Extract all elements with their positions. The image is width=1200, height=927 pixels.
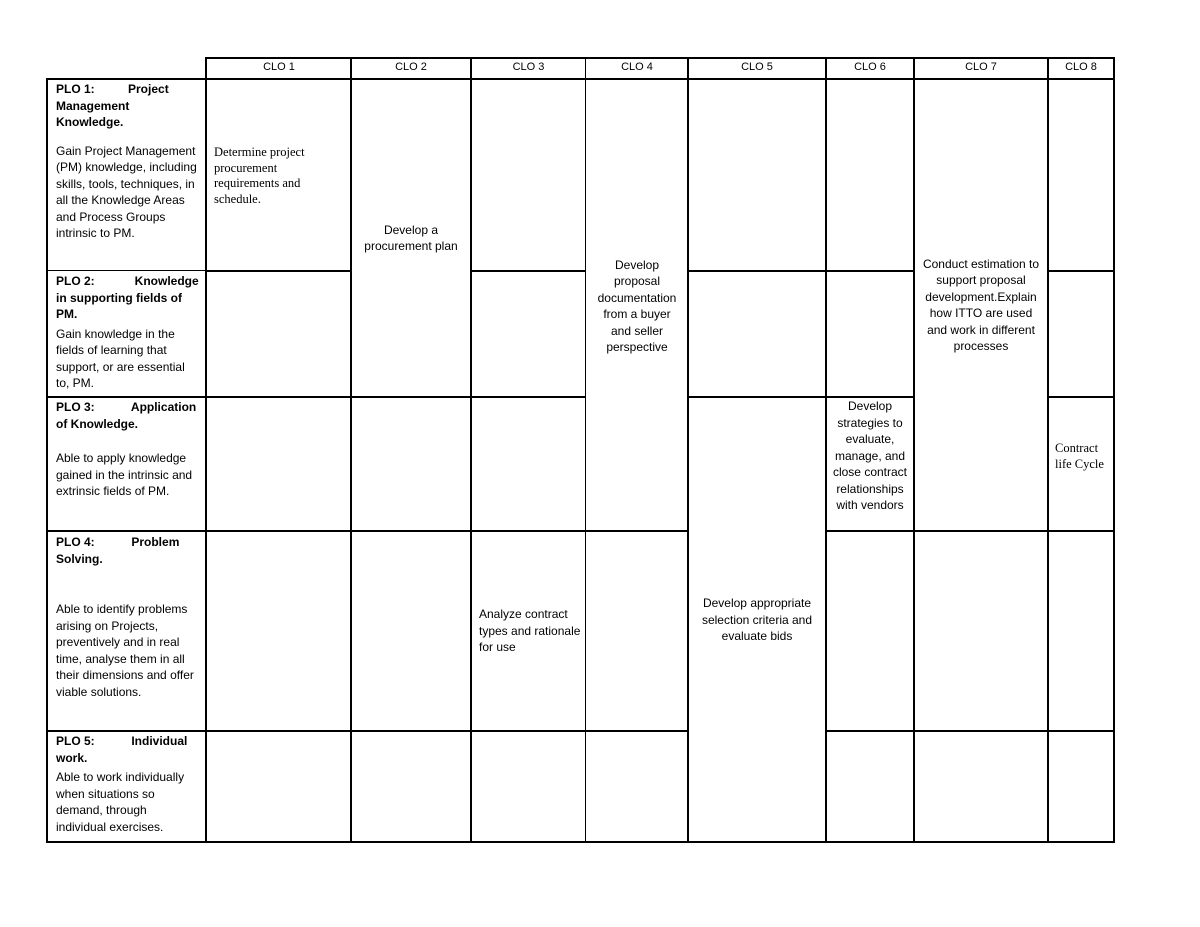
clo-2-outcome: Develop a procurement plan bbox=[364, 222, 458, 253]
grid-line-col-clo3 bbox=[470, 57, 472, 843]
plo-2-description: Gain knowledge in the fields of learning that support, or are essential to, PM. bbox=[56, 326, 185, 390]
grid-line-row1-plo bbox=[46, 270, 206, 271]
plo-5-title: PLO 5: Individual work. bbox=[56, 734, 188, 765]
clo-5-outcome: Develop appropriate selection criteria and evaluate bids bbox=[701, 596, 813, 644]
grid-line-row1-clo8 bbox=[1048, 270, 1115, 272]
header-clo-2: CLO 2 bbox=[395, 61, 427, 73]
header-clo-4: CLO 4 bbox=[621, 61, 653, 73]
plo-4-title: PLO 4: Problem Solving. bbox=[56, 535, 180, 566]
grid-line-row4-right bbox=[826, 730, 1115, 732]
plo-5-cell bbox=[48, 732, 206, 842]
plo-1-description: Gain Project Management (PM) knowledge, including skills, tools, techniques, in all the Knowledge Areas and Process Groups intrinsic to PM. bbox=[56, 143, 197, 240]
clo-8-outcome: Contract life Cycle bbox=[1055, 441, 1104, 471]
plo-5-description: Able to work individually when situations so demand, through individual exercises. bbox=[56, 770, 185, 834]
plo-3-cell bbox=[48, 398, 206, 530]
grid-line-right bbox=[1113, 57, 1115, 843]
grid-line-row1-clo3 bbox=[471, 270, 586, 272]
grid-line-row2-left bbox=[46, 396, 586, 398]
plo-1-title: PLO 1: Project Management Knowledge. bbox=[56, 82, 169, 129]
grid-line-col-clo7 bbox=[913, 57, 915, 843]
plo-2-title: PLO 2: Knowledge in supporting fields of PM. bbox=[56, 274, 199, 321]
clo-4-outcome: Develop proposal documentation from a buyer and seller perspective bbox=[597, 257, 677, 354]
grid-line-row3-right bbox=[826, 530, 1115, 532]
grid-line-row2-right bbox=[1048, 396, 1115, 398]
grid-line-row1-clo5-6 bbox=[688, 270, 914, 272]
clo-7-outcome: Conduct estimation to support proposal development.Explain how ITTO are used and work in different processes bbox=[922, 256, 1040, 353]
header-clo-3: CLO 3 bbox=[512, 61, 545, 73]
plo-4-description: Able to identify problems arising on Projects, preventively and in real time, analyse them in all their dimensions and offer viable solutions. bbox=[56, 602, 194, 699]
clo-1-outcome: Determine project procurement requirements and schedule. bbox=[214, 145, 305, 206]
grid-line-left bbox=[46, 78, 48, 843]
header-clo-7: CLO 7 bbox=[965, 61, 997, 73]
grid-line-row4-left bbox=[46, 730, 688, 732]
plo-3-description: Able to apply knowledge gained in the intrinsic and extrinsic fields of PM. bbox=[56, 451, 193, 498]
grid-line-col-clo5 bbox=[687, 57, 689, 843]
grid-line-col-clo2 bbox=[350, 57, 352, 843]
grid-line-row2-mid bbox=[688, 396, 914, 398]
header-clo-8: CLO 8 bbox=[1065, 61, 1097, 73]
clo-3-outcome: Analyze contract types and rationale for use bbox=[479, 607, 581, 654]
plo-2-cell bbox=[48, 272, 206, 396]
grid-line-col-clo4 bbox=[585, 57, 586, 843]
header-clo-1: CLO 1 bbox=[263, 61, 295, 73]
header-clo-5: CLO 5 bbox=[741, 61, 773, 73]
plo-3-title: PLO 3: Application of Knowledge. bbox=[56, 400, 197, 431]
grid-line-col-clo6 bbox=[825, 57, 827, 843]
grid-line-col-clo1 bbox=[205, 57, 207, 843]
plo-4-cell bbox=[48, 533, 206, 730]
grid-line-col-clo8 bbox=[1047, 57, 1049, 843]
grid-line-row3-left bbox=[46, 530, 688, 532]
grid-line-top bbox=[206, 57, 1115, 59]
clo-6-outcome: Develop strategies to evaluate, manage, and close contract relationships with vendors bbox=[832, 399, 908, 512]
grid-line-row1-clo1 bbox=[206, 270, 351, 272]
header-clo-6: CLO 6 bbox=[854, 61, 886, 73]
plo-1-cell bbox=[48, 80, 206, 270]
